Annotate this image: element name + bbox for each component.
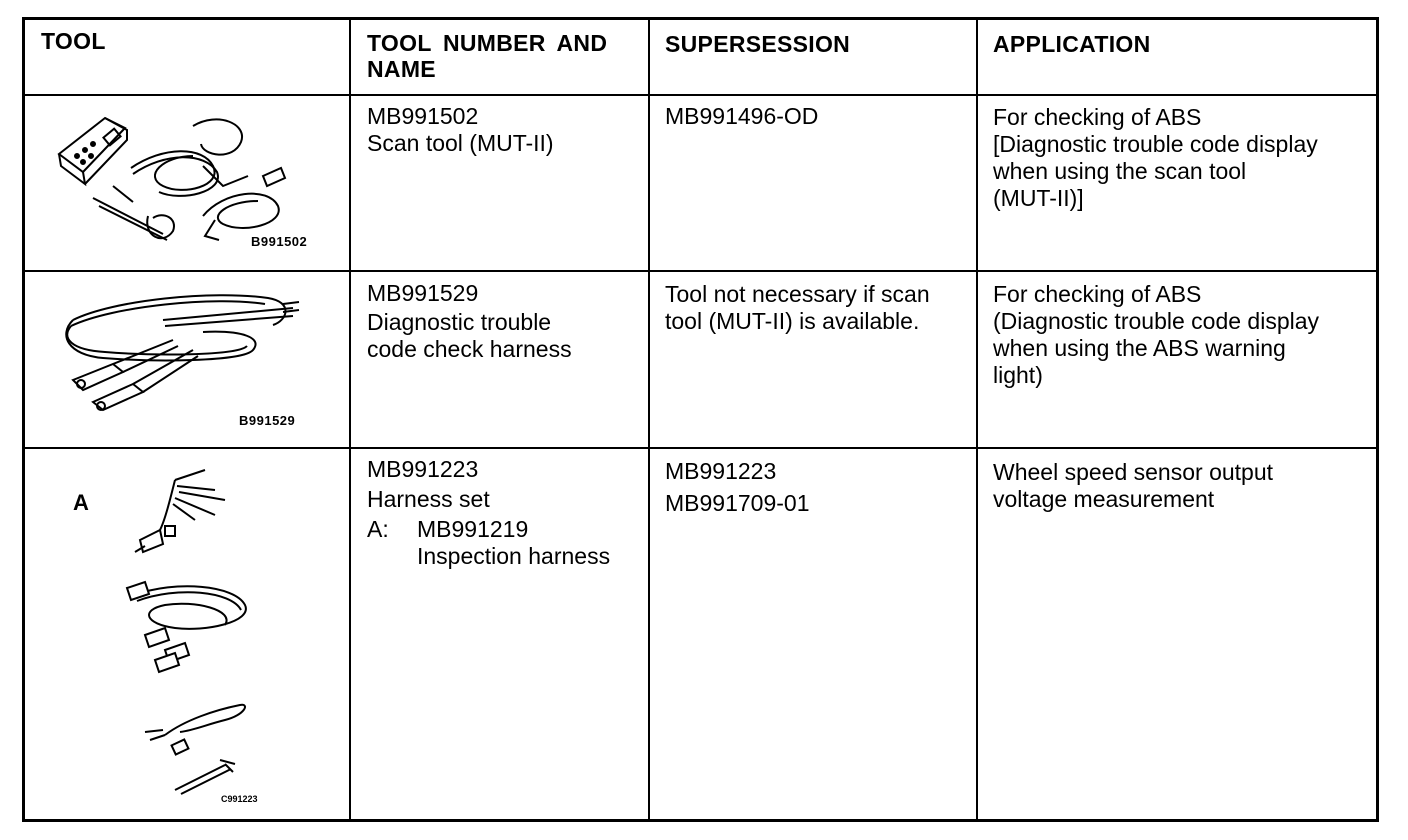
- scan-tool-illustration: [53, 106, 303, 246]
- application-cell: For checking of ABS [Diagnostic trouble code display when using the scan tool (MUT-II)]: [993, 104, 1318, 211]
- supersession-cell: MB991223 MB991709-01: [665, 458, 810, 516]
- tool-name: Diagnostic trouble: [367, 309, 552, 335]
- supersession-cell: Tool not necessary if scan tool (MUT-II) is available.: [665, 281, 930, 334]
- part-letter: A: [73, 490, 89, 515]
- sub-tool-name: Inspection harness: [417, 543, 611, 569]
- tool-name: Harness set: [367, 486, 490, 512]
- tool-number-name: [367, 280, 572, 363]
- row-divider: [25, 447, 1376, 449]
- header-supersession: SUPERSESSION: [665, 31, 851, 57]
- header-tool-number-and-name: TOOL NUMBER AND NAME: [367, 30, 608, 82]
- application-cell: For checking of ABS (Diagnostic trouble code display when using the ABS warning light): [993, 281, 1320, 388]
- header-tool: TOOL: [41, 28, 106, 54]
- column-divider: [349, 20, 351, 819]
- tool-number-name: [367, 103, 554, 157]
- row-divider: [25, 270, 1376, 272]
- sub-tool-number: A: MB991219: [367, 516, 529, 542]
- header-application: APPLICATION: [993, 31, 1151, 57]
- tool-number-name: [367, 456, 610, 570]
- tool-image-code: C991223: [221, 794, 258, 804]
- tool-name: code check harness: [367, 336, 572, 362]
- column-divider: [976, 20, 978, 819]
- harness-set-illustration: [115, 460, 285, 800]
- tool-image-code: B991529: [239, 413, 296, 428]
- tool-name: Scan tool (MUT-II): [367, 130, 554, 156]
- tool-image-code: B991502: [251, 234, 308, 249]
- supersession-cell: MB991496-OD: [665, 103, 819, 129]
- column-divider: [648, 20, 650, 819]
- tool-number: MB991502: [367, 103, 479, 129]
- tool-number: MB991529: [367, 280, 479, 306]
- tool-number: MB991223: [367, 456, 479, 482]
- special-tools-table: [22, 17, 1379, 822]
- row-divider: [25, 94, 1376, 96]
- check-harness-illustration: [53, 280, 303, 420]
- application-cell: Wheel speed sensor output voltage measurement: [993, 459, 1274, 512]
